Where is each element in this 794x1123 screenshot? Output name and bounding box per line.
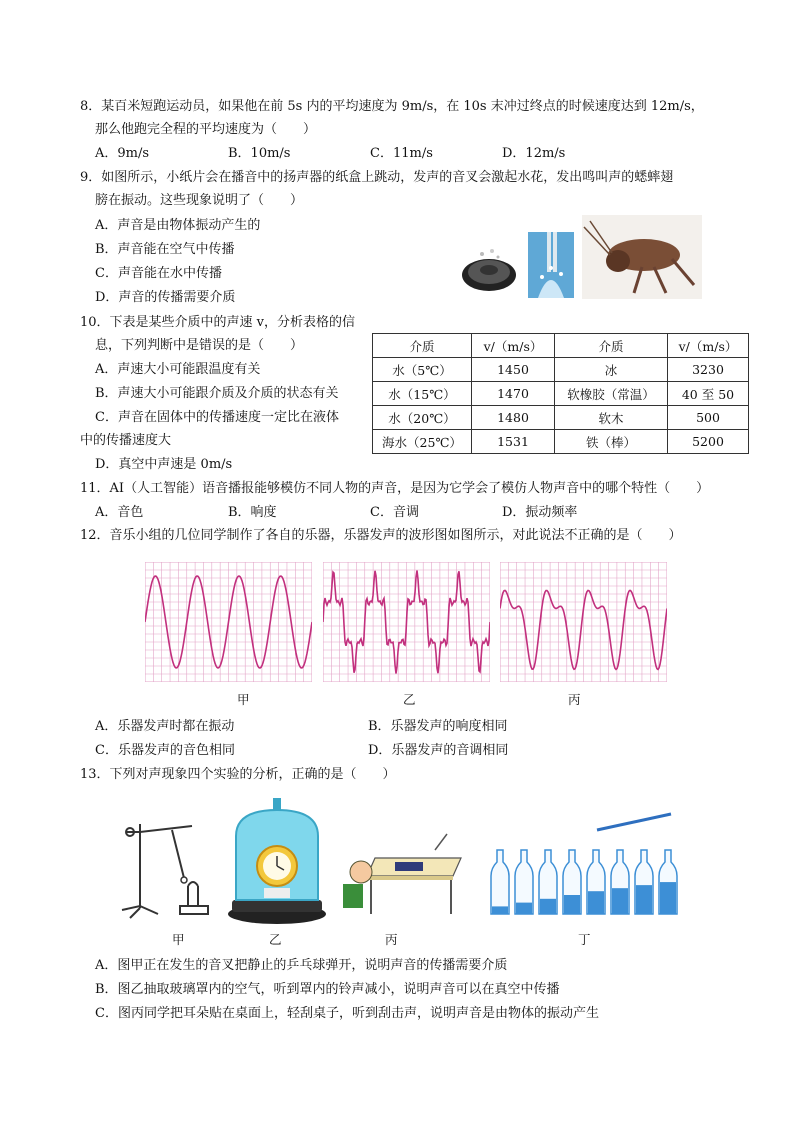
q13-option-c[interactable]: C．图丙同学把耳朵贴在桌面上，轻刮桌子，听到刮击声，说明声音是由物体的振动产生 [95, 1006, 599, 1021]
waveform-yi [323, 562, 490, 682]
bottle-water [636, 885, 652, 914]
experiment-caption-yi: 乙 [269, 932, 282, 947]
table-cell: 1531 [472, 430, 555, 454]
table-cell: 水（20℃） [373, 406, 472, 430]
q10-option-c[interactable]: C．声音在固体中的传播速度一定比在液体 [95, 410, 339, 425]
table-cell: 3230 [668, 358, 749, 382]
table-row [373, 358, 749, 382]
q10-option-a[interactable]: A．声速大小可能跟温度有关 [95, 362, 261, 377]
q9-line1: 9．如图所示，小纸片会在播音中的扬声器的纸盒上跳动，发声的音叉会激起水花，发出鸣叫声的蟋蟀翅 [80, 170, 674, 185]
q9-option-a[interactable]: A．声音是由物体振动产生的 [95, 218, 261, 233]
q11-option-d[interactable]: D．振动频率 [502, 505, 578, 520]
fork-pendulum-illustration [112, 818, 222, 928]
q12-line1: 12．音乐小组的几位同学制作了各自的乐器，乐器发声的波形图如图所示，对此说法不正确的是（ ） [80, 528, 682, 543]
tuning-fork-water-image [528, 232, 574, 298]
table-cell: 软橡胶（常温） [555, 382, 668, 406]
q12-option-a[interactable]: A．乐器发声时都在振动 [95, 719, 235, 734]
bell-jar-illustration [226, 796, 328, 926]
bottle [491, 850, 509, 914]
table-cell: 40 至 50 [668, 382, 749, 406]
q10-option-c-cont: 中的传播速度大 [80, 433, 172, 448]
q11-option-b[interactable]: B．响度 [228, 505, 277, 520]
bottle-water [540, 899, 556, 914]
q9-option-d[interactable]: D．声音的传播需要介质 [95, 290, 236, 305]
experiment-caption-ding: 丁 [578, 932, 591, 947]
table-header: 介质 [373, 334, 472, 358]
table-cell: 海水（25℃） [373, 430, 472, 454]
bottle-water [660, 882, 676, 914]
table-cell: 1470 [472, 382, 555, 406]
table-header: v/（m/s） [472, 334, 555, 358]
q10-line1: 10．下表是某些介质中的声速 v，分析表格的信 [80, 315, 356, 330]
bottle-water [492, 906, 508, 914]
q13-line1: 13．下列对声现象四个实验的分析，正确的是（ ） [80, 767, 396, 782]
q12-option-c[interactable]: C．乐器发声的音色相同 [95, 743, 235, 758]
table-header: 介质 [555, 334, 668, 358]
q8-line2: 那么他跑完全程的平均速度为（ ） [95, 122, 317, 137]
waveform-caption-yi: 乙 [403, 692, 416, 707]
q12-option-b[interactable]: B．乐器发声的响度相同 [368, 719, 508, 734]
table-cell: 铁（棒） [555, 430, 668, 454]
table-cell: 水（5℃） [373, 358, 472, 382]
table-cell: 软木 [555, 406, 668, 430]
table-header: v/（m/s） [668, 334, 749, 358]
table-row [373, 382, 749, 406]
q11-line1: 11．AI（人工智能）语音播报能够模仿不同人物的声音，是因为它学会了模仿人物声音中的哪个特性（ ） [80, 481, 710, 496]
table-cell: 1480 [472, 406, 555, 430]
q11-option-c[interactable]: C．音调 [370, 505, 419, 520]
desk-listening-illustration [335, 828, 465, 916]
experiment-caption-bing: 丙 [385, 932, 398, 947]
waveform-jia [145, 562, 312, 682]
waveform-bing [500, 562, 667, 682]
table-cell: 5200 [668, 430, 749, 454]
q8-option-c[interactable]: C．11m/s [370, 146, 433, 161]
q8-option-b[interactable]: B．10m/s [228, 146, 291, 161]
table-cell: 500 [668, 406, 749, 430]
q11-option-a[interactable]: A．音色 [95, 505, 144, 520]
sound-speed-table [372, 333, 749, 454]
q9-line2: 膀在振动。这些现象说明了（ ） [95, 193, 304, 208]
table-cell: 冰 [555, 358, 668, 382]
bottle-water [516, 903, 532, 914]
q8-option-d[interactable]: D．12m/s [502, 146, 566, 161]
q10-option-d[interactable]: D．真空中声速是 0m/s [95, 457, 233, 472]
cricket-image [582, 215, 702, 299]
q9-option-b[interactable]: B．声音能在空气中传播 [95, 242, 235, 257]
table-row [373, 406, 749, 430]
bottle-water [588, 891, 604, 914]
experiment-caption-jia: 甲 [172, 932, 185, 947]
table-header-row [373, 334, 749, 358]
q10-line2: 息，下列判断中是错误的是（ ） [95, 338, 304, 353]
table-cell: 1450 [472, 358, 555, 382]
q8-line1: 8．某百米短跑运动员，如果他在前 5s 内的平均速度为 9m/s，在 10s 末冲过终点的时候速度达到 12m/s， [80, 99, 704, 114]
bottle-water [564, 895, 580, 914]
waveform-caption-bing: 丙 [568, 692, 581, 707]
q9-option-c[interactable]: C．声音能在水中传播 [95, 266, 222, 281]
water-bottles-illustration [485, 810, 685, 920]
q8-option-a[interactable]: A．9m/s [95, 146, 150, 161]
q13-option-b[interactable]: B．图乙抽取玻璃罩内的空气，听到罩内的铃声减小，说明声音可以在真空中传播 [95, 982, 560, 997]
speaker-image [460, 245, 518, 295]
bottle-water [612, 888, 628, 914]
q12-option-d[interactable]: D．乐器发声的音调相同 [368, 743, 509, 758]
table-cell: 水（15℃） [373, 382, 472, 406]
table-row [373, 430, 749, 454]
q10-option-b[interactable]: B．声速大小可能跟介质及介质的状态有关 [95, 386, 339, 401]
q13-option-a[interactable]: A．图甲正在发生的音叉把静止的乒乓球弹开，说明声音的传播需要介质 [95, 958, 508, 973]
waveform-caption-jia: 甲 [237, 692, 250, 707]
